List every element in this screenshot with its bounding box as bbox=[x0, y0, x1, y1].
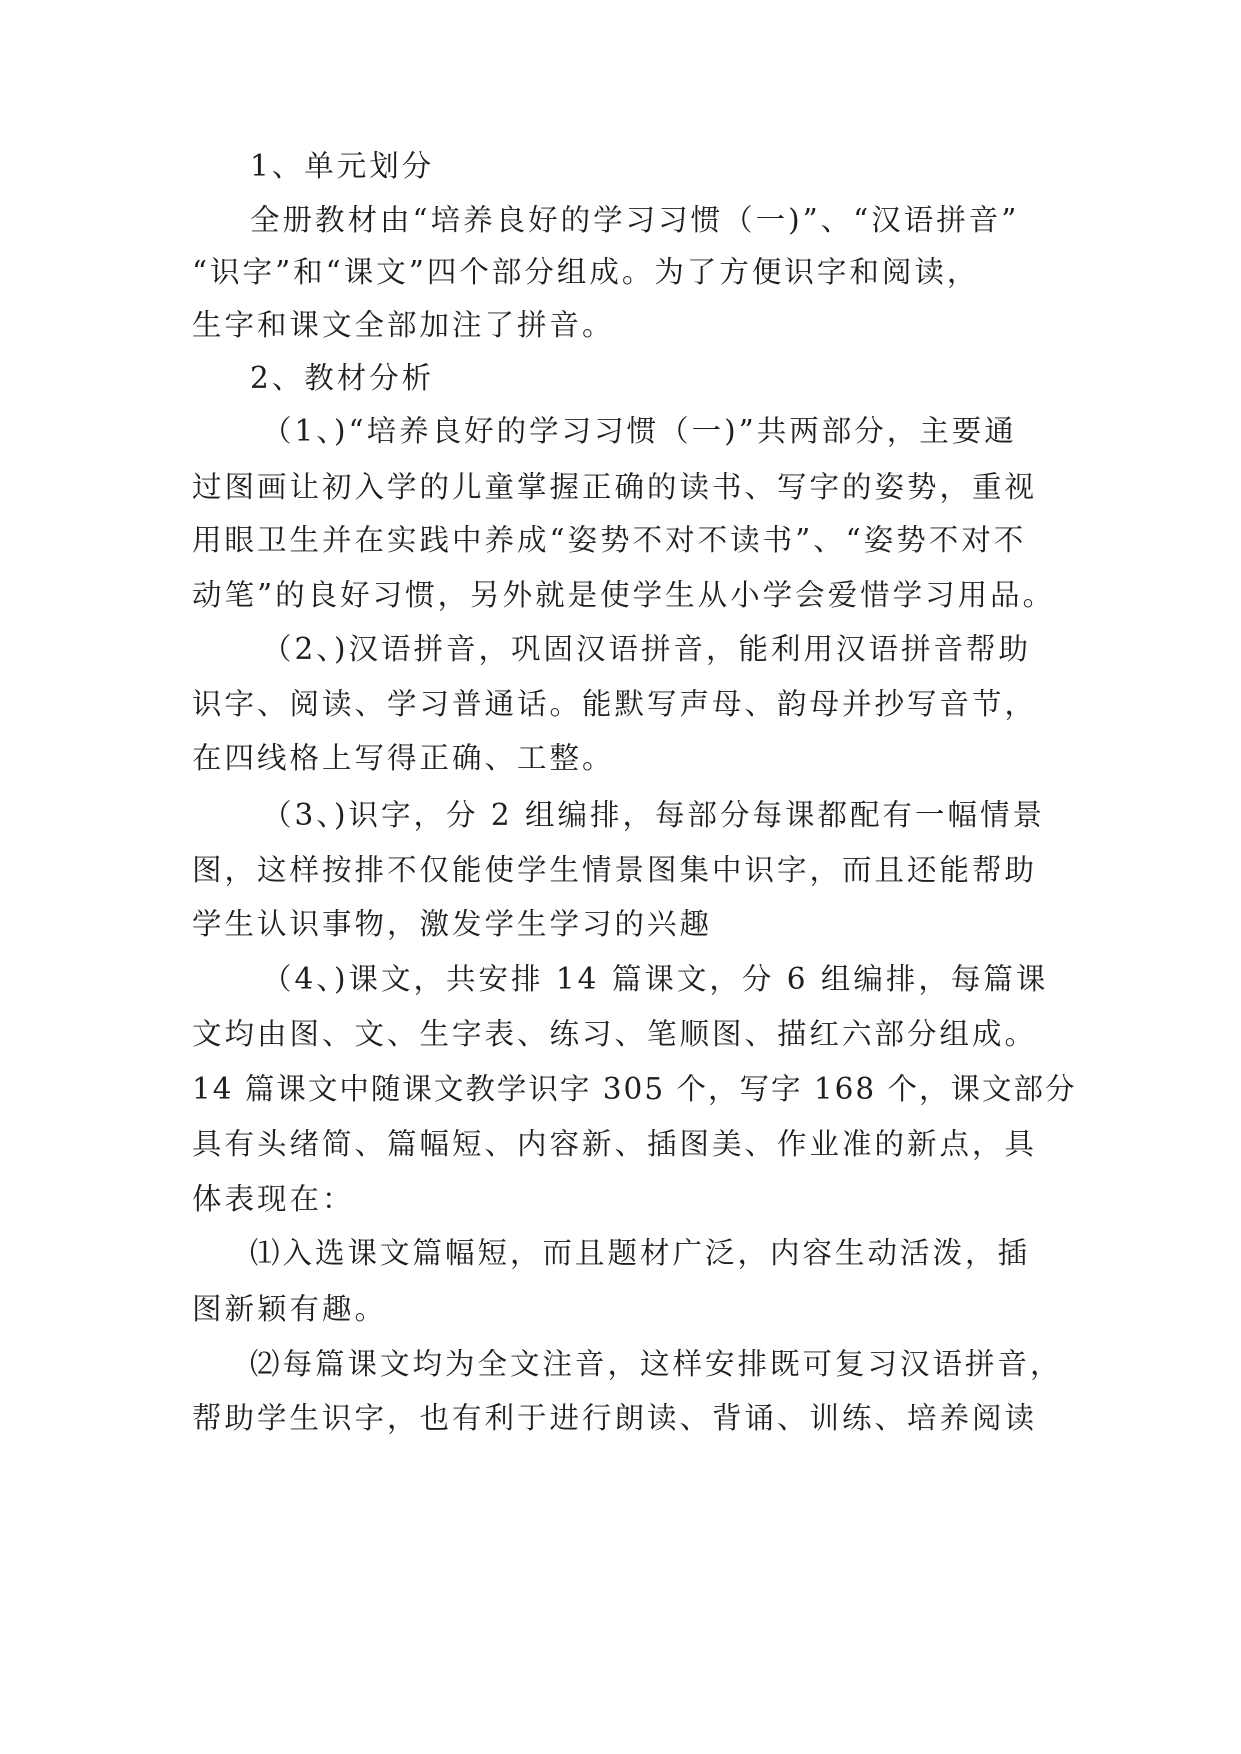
paragraph-line: 图新颖有趣。 bbox=[192, 1292, 388, 1326]
paragraph-line: 学生认识事物，激发学生学习的兴趣 bbox=[192, 907, 713, 941]
paragraph-line: 体表现在： bbox=[192, 1182, 355, 1216]
paragraph-line: （4、)课文，共安排 14 篇课文，分 6 组编排，每篇课 bbox=[262, 962, 1049, 996]
paragraph-line: 识字、阅读、学习普通话。能默写声母、韵母并抄写音节， bbox=[192, 687, 1038, 721]
section-heading-unit-division: 1、单元划分 bbox=[250, 149, 435, 183]
paragraph-line: 帮助学生识字，也有利于进行朗读、背诵、训练、培养阅读 bbox=[192, 1401, 1038, 1435]
paragraph-line: （3、)识字，分 2 组编排，每部分每课都配有一幅情景 bbox=[262, 798, 1046, 832]
paragraph-line: 用眼卫生并在实践中养成“姿势不对不读书”、“姿势不对不 bbox=[192, 523, 1027, 557]
paragraph-line: 14 篇课文中随课文教学识字 305 个，写字 168 个，课文部分 bbox=[192, 1072, 1077, 1106]
paragraph-line: 全册教材由“培养良好的学习习惯（一)”、“汉语拼音” bbox=[250, 203, 1020, 237]
paragraph-line: 在四线格上写得正确、工整。 bbox=[192, 741, 615, 775]
paragraph-line: （2、)汉语拼音，巩固汉语拼音，能利用汉语拼音帮助 bbox=[262, 632, 1032, 666]
paragraph-line: 图，这样按排不仅能使学生情景图集中识字，而且还能帮助 bbox=[192, 853, 1038, 887]
paragraph-line: 具有头绪简、篇幅短、内容新、插图美、作业准的新点，具 bbox=[192, 1127, 1038, 1161]
paragraph-line: 动笔”的良好习惯，另外就是使学生从小学会爱惜学习用品。 bbox=[192, 578, 1056, 612]
paragraph-line: 生字和课文全部加注了拼音。 bbox=[192, 308, 615, 342]
paragraph-line: 过图画让初入学的儿童掌握正确的读书、写字的姿势，重视 bbox=[192, 470, 1038, 504]
section-heading-material-analysis: 2、教材分析 bbox=[250, 361, 435, 395]
paragraph-line: （1、)“培养良好的学习习惯（一)”共两部分，主要通 bbox=[262, 414, 1017, 448]
paragraph-line: 文均由图、文、生字表、练习、笔顺图、描红六部分组成。 bbox=[192, 1017, 1038, 1051]
paragraph-line: ⑴入选课文篇幅短，而且题材广泛，内容生动活泼，插 bbox=[250, 1236, 1031, 1270]
paragraph-line: ⑵每篇课文均为全文注音，这样安排既可复习汉语拼音， bbox=[250, 1347, 1063, 1381]
paragraph-line: “识字”和“课文”四个部分组成。为了方便识字和阅读， bbox=[192, 255, 980, 289]
